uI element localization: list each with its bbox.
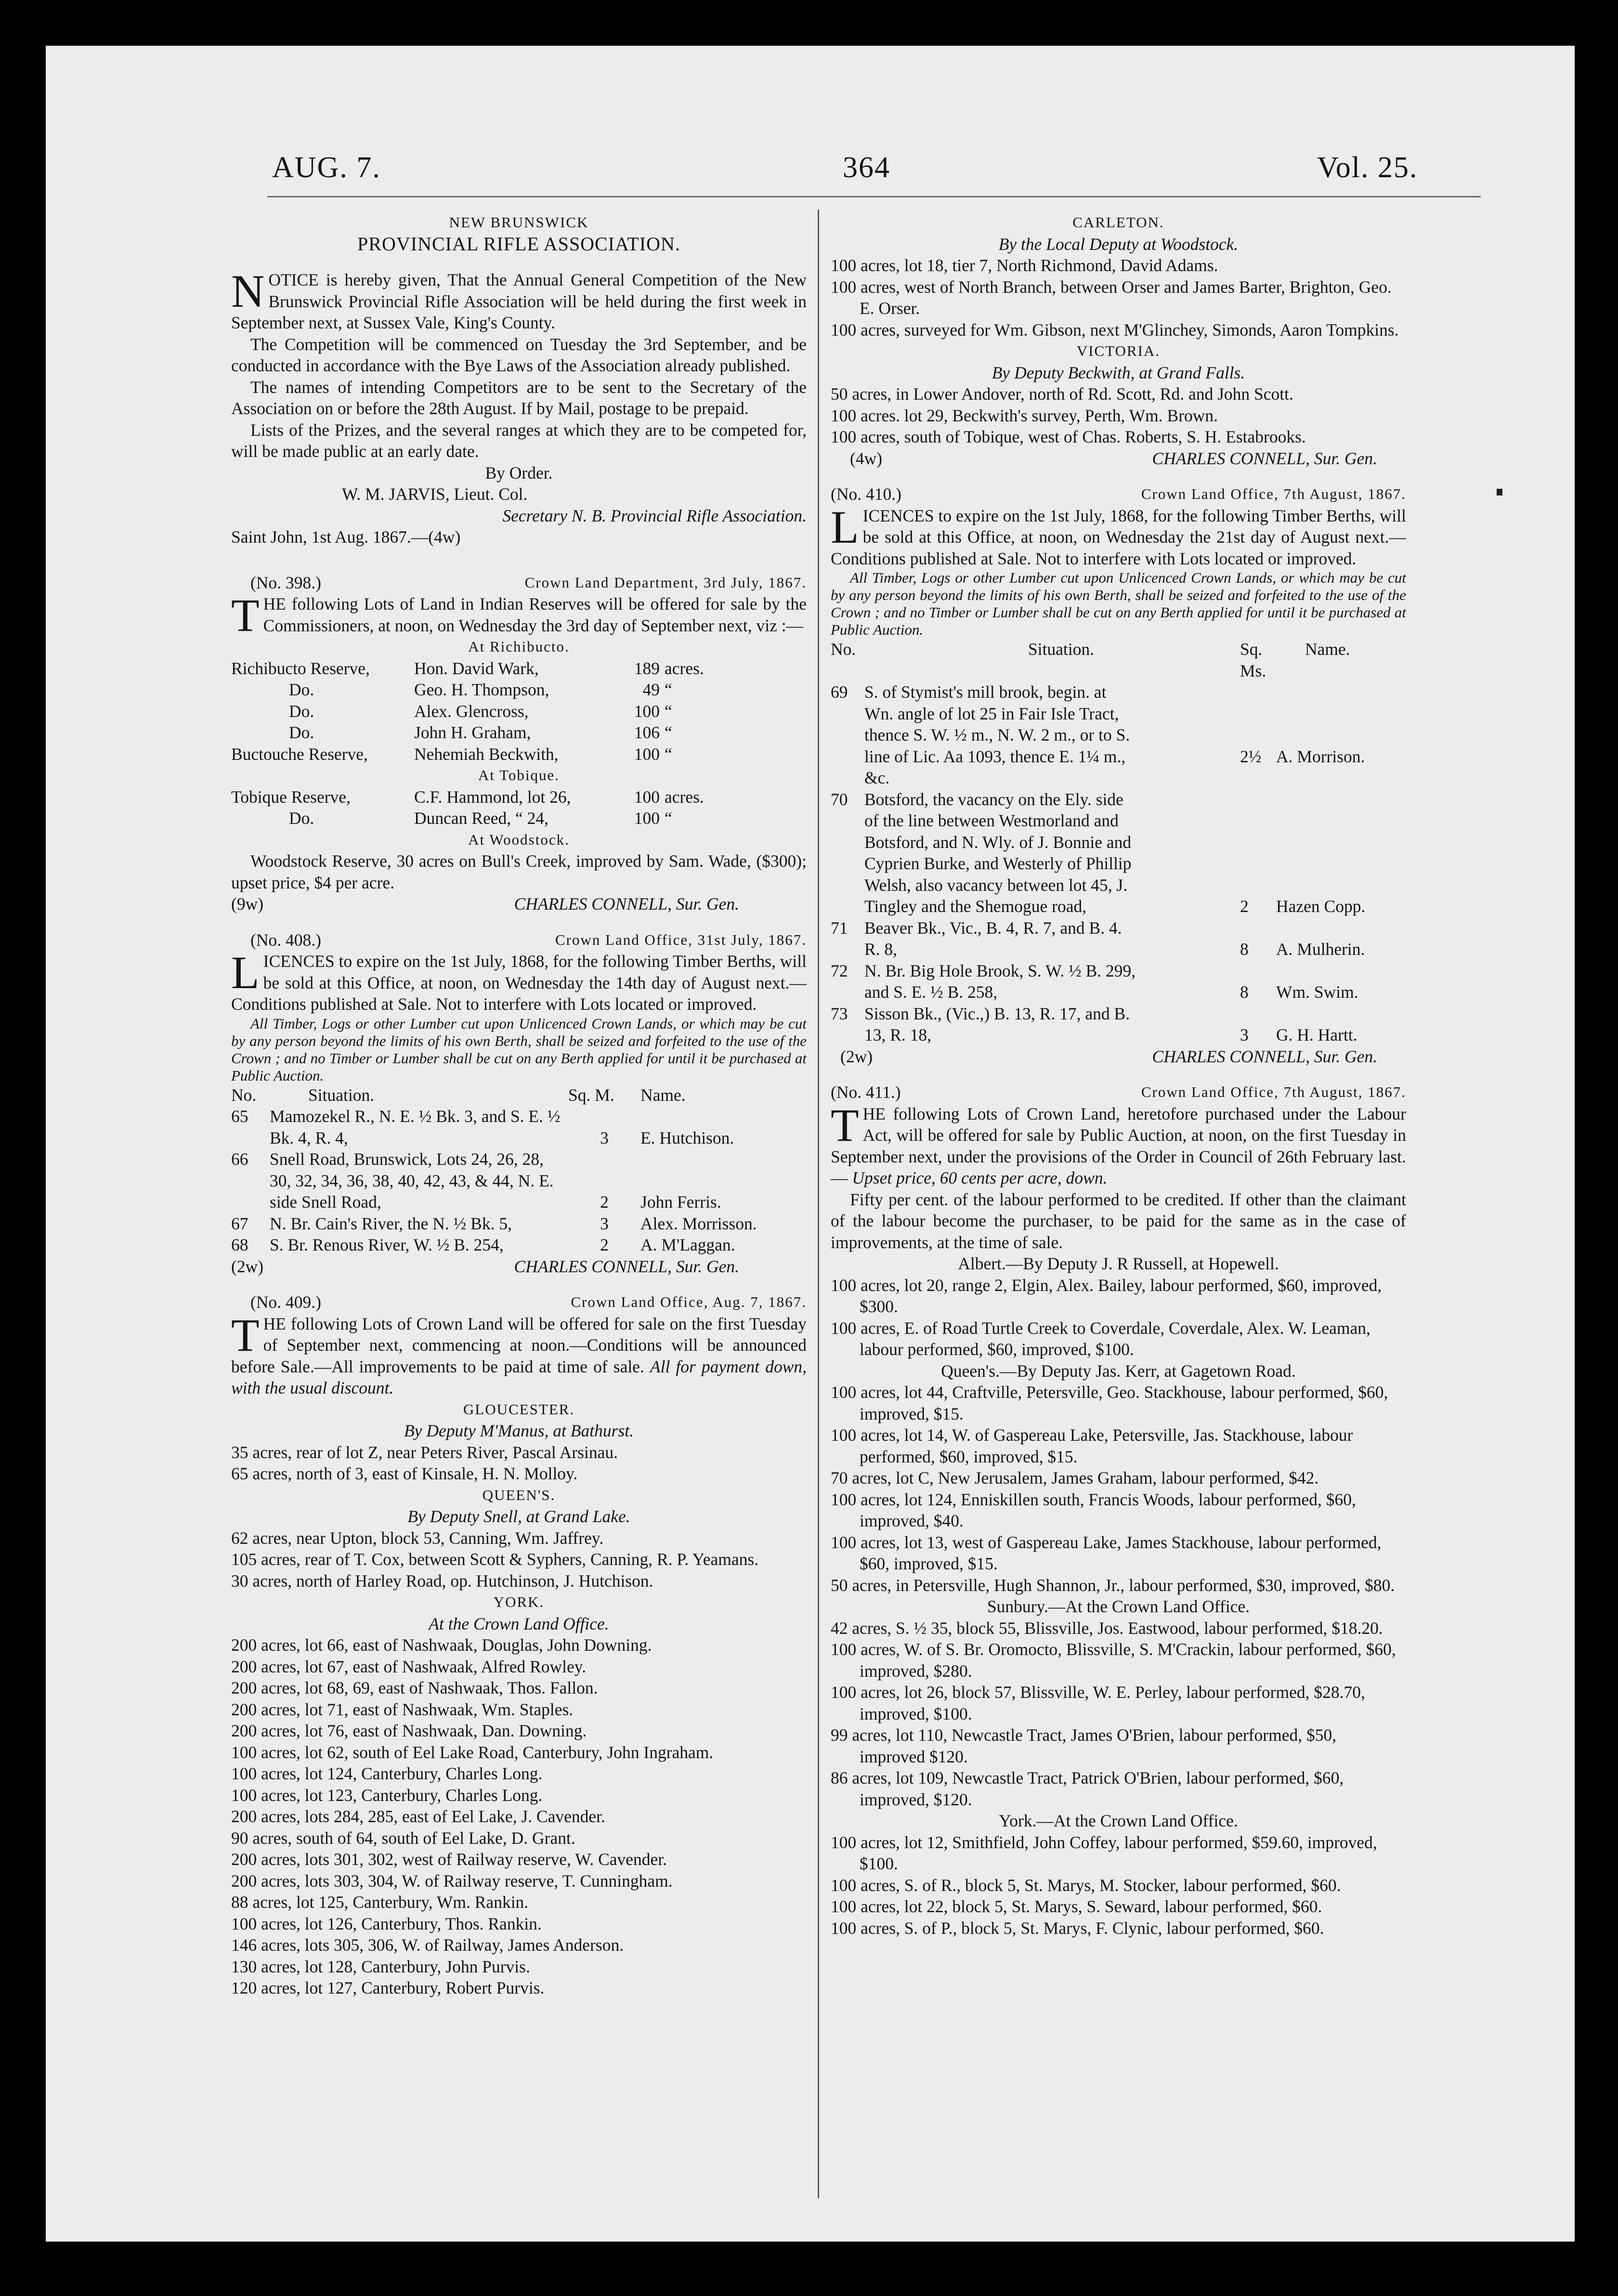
heading-victoria: VICTORIA. — [1076, 342, 1161, 359]
cell-text: Hon. David Wark, — [414, 658, 539, 678]
tobique-row — [231, 808, 807, 829]
cell-text: Name. — [1305, 639, 1350, 659]
cell-text: 100 — [634, 809, 660, 828]
notice-398 — [231, 572, 807, 915]
lot-entry: 100 acres, lot 20, range 2, Elgin, Alex. Bailey, labour performed, $60, improved, $300. — [831, 1275, 1382, 1316]
notice-408-office: Crown Land Office, 31st July, 1867. — [555, 931, 807, 948]
lot-entry: 100 acres, lot 13, west of Gaspereau Lake, James Stackhouse, labour performed, $60, improved, $15. — [831, 1532, 1382, 1573]
notice-408-number: (No. 408.) — [250, 930, 321, 950]
cell-text: Tobique Reserve, — [231, 787, 351, 807]
cell-text: 49 — [642, 680, 660, 699]
rifle-title-2: PROVINCIAL RIFLE ASSOCIATION. — [357, 233, 680, 255]
cell-text: Do. — [289, 680, 314, 699]
notice-409-dropcap: T — [231, 1309, 260, 1361]
notice-408-signature: CHARLES CONNELL, Sur. Gen. — [514, 1256, 739, 1276]
notice-410-code: (2w) — [840, 1046, 873, 1066]
richibucto-row — [231, 744, 807, 765]
lot-entry: 88 acres, lot 125, Canterbury, Wm. Rankin. — [231, 1892, 529, 1912]
heading-woodstock: At Woodstock. — [468, 831, 570, 848]
notice-398-intro: HE following Lots of Land in Indian Reserves will be offered for sale by the Commissioners, at noon, on Wednesday the 3rd day of September next, viz :— — [263, 594, 807, 635]
lot-entry: 100 acres, lot 14, W. of Gaspereau Lake, Petersville, Jas. Stackhouse, labour performed, $60, improved, $15. — [831, 1425, 1353, 1466]
notice-409-intro: HE following Lots of Crown Land will be offered for sale on the first Tuesday of September next, commencing at noon.—Conditions will be announced before Sale.—All improvements to be paid at time of sale. — [231, 1314, 807, 1376]
notice-410-number: (No. 410.) — [831, 484, 901, 504]
cell-text: A. Mulherin. — [1276, 939, 1365, 959]
cell-text: No. — [831, 639, 856, 659]
notice-410-office: Crown Land Office, 7th August, 1867. — [1141, 485, 1406, 502]
lot-entry: 100 acres. lot 29, Beckwith's survey, Perth, Wm. Brown. — [831, 405, 1218, 425]
header-rule — [267, 196, 1481, 197]
berth-row — [831, 789, 1406, 917]
cell-text: Mamozekel R., N. E. ½ Bk. 3, and S. E. ½ Bk. 4, R. 4, — [270, 1107, 561, 1148]
rifle-paragraph-4: Lists of the Prizes, and the several ranges at which they are to be competed for, will be made public at an early date. — [231, 420, 807, 461]
notice-409-office: Crown Land Office, Aug. 7, 1867. — [571, 1293, 807, 1310]
lot-entry: 200 acres, lots 301, 302, west of Railway reserve, W. Cavender. — [231, 1850, 667, 1869]
cell-text: Buctouche Reserve, — [231, 744, 368, 764]
woodstock-text: Woodstock Reserve, 30 acres on Bull's Creek, improved by Sam. Wade, ($300); upset price, $4 per acre. — [231, 851, 807, 892]
lot-entry: 65 acres, north of 3, east of Kinsale, H. N. Molloy. — [231, 1464, 578, 1483]
deputy-carleton: By the Local Deputy at Woodstock. — [998, 234, 1239, 254]
lot-entry: 105 acres, rear of T. Cox, between Scott & Syphers, Canning, R. P. Yeamans. — [231, 1550, 759, 1569]
victoria-section — [831, 340, 1406, 469]
cell-text: Hazen Copp. — [1276, 897, 1366, 916]
notice-408 — [231, 929, 807, 1278]
deputy-gloucester: By Deputy M'Manus, at Bathurst. — [404, 1421, 634, 1440]
cell-text: 66 — [231, 1149, 248, 1169]
notice-408-columns — [231, 1084, 807, 1106]
cell-text: 68 — [231, 1235, 248, 1254]
cell-text: Do. — [289, 809, 314, 828]
heading-queens-411: Queen's.—By Deputy Jas. Kerr, at Gagetown Road. — [941, 1361, 1296, 1381]
berth-row — [831, 681, 1406, 789]
page-number: 364 — [843, 151, 890, 184]
cell-text: A. M'Laggan. — [640, 1235, 735, 1254]
cell-text: Botsford, the vacancy on the Ely. side of the line between Westmorland and Botsford, and N. Wly. of J. Bonnie and Cyprien Burke, and Westerly of Phillip Welsh, also vacancy between lot 45, J. Tingley and the Shemogue road, — [864, 789, 1132, 916]
lot-entry: 50 acres, in Petersville, Hugh Shannon, Jr., labour performed, $30, improved, $80. — [831, 1575, 1395, 1595]
lot-entry: 100 acres, west of North Branch, between Orser and James Barter, Brighton, Geo. E. Orser. — [831, 277, 1392, 318]
cell-text: 100 — [634, 787, 660, 807]
cell-text: John H. Graham, — [414, 723, 531, 742]
richibucto-row — [231, 679, 807, 701]
lot-entry: 200 acres, lot 71, east of Nashwaak, Wm. Staples. — [231, 1699, 574, 1719]
heading-sunbury: Sunbury.—At the Crown Land Office. — [987, 1597, 1250, 1616]
notice-411-dropcap: T — [831, 1099, 859, 1151]
cell-text: “ — [665, 744, 672, 764]
cell-text: G. H. Hartt. — [1276, 1025, 1357, 1044]
cell-text: Geo. H. Thompson, — [414, 680, 549, 699]
lot-entry: 100 acres, lot 22, block 5, St. Marys, S. Seward, labour performed, $60. — [831, 1897, 1322, 1916]
rifle-signer-title: Secretary N. B. Provincial Rifle Association. — [502, 506, 807, 525]
lot-entry: 35 acres, rear of lot Z, near Peters River, Pascal Arsinau. — [231, 1442, 618, 1462]
notice-398-number: (No. 398.) — [250, 573, 321, 592]
heading-richibucto: At Richibucto. — [468, 638, 570, 655]
berth-row — [831, 917, 1406, 960]
rifle-dropcap: N — [231, 265, 265, 317]
cell-text: Nehemiah Beckwith, — [414, 744, 559, 764]
lot-entry: 100 acres, lot 124, Enniskillen south, Francis Woods, labour performed, $60, improved, $40. — [831, 1489, 1356, 1530]
lot-entry: 200 acres, lot 67, east of Nashwaak, Alfred Rowley. — [231, 1657, 587, 1676]
cell-text: 71 — [831, 918, 848, 938]
cell-text: 73 — [831, 1004, 848, 1023]
cell-text: 106 — [634, 723, 660, 742]
deputy-york: At the Crown Land Office. — [429, 1614, 609, 1633]
lot-entry: 100 acres, lot 26, block 57, Blissville, W. E. Perley, labour performed, $28.70, improved, $100. — [831, 1683, 1365, 1723]
cell-text: Beaver Bk., Vic., B. 4, R. 7, and B. 4. R. 8, — [864, 918, 1122, 959]
cell-text: 2½ — [1240, 747, 1262, 766]
lot-entry: 86 acres, lot 109, Newcastle Tract, Patrick O'Brien, labour performed, $60, improved, $120. — [831, 1768, 1344, 1809]
column-divider — [818, 209, 819, 2198]
cell-text: Sisson Bk., (Vic.,) B. 13, R. 17, and B. 13, R. 18, — [864, 1004, 1130, 1044]
notice-409-terms: All for payment down, with the usual discount. — [231, 1357, 807, 1397]
lot-entry: 100 acres, lot 12, Smithfield, John Coffey, labour performed, $59.60, improved, $100. — [831, 1832, 1377, 1873]
lot-entry: 100 acres, lot 18, tier 7, North Richmond, David Adams. — [831, 256, 1218, 275]
victoria-code: (4w) — [850, 448, 883, 468]
notice-410-dropcap: L — [831, 501, 859, 553]
rifle-paragraph-1: OTICE is hereby given, That the Annual General Competition of the New Brunswick Provincial Rifle Association will be held during the first week in September next, at Sussex Vale, King's County. — [231, 270, 807, 332]
carleton-section — [831, 212, 1406, 340]
cell-text: Situation. — [1028, 639, 1095, 659]
lot-entry: 100 acres, lot 62, south of Eel Lake Road, Canterbury, John Ingraham. — [231, 1742, 714, 1762]
berth-row — [831, 1003, 1406, 1046]
cell-text: 65 — [231, 1107, 248, 1126]
lot-entry: 100 acres, W. of S. Br. Oromocto, Blissville, S. M'Crackin, labour performed, $60, improved, $280. — [831, 1640, 1396, 1681]
cell-text: John Ferris. — [640, 1192, 721, 1212]
lot-entry: 100 acres, lot 123, Canterbury, Charles Long. — [231, 1785, 543, 1805]
cell-text: 67 — [231, 1213, 248, 1233]
notice-408-timber-warning: All Timber, Logs or other Lumber cut upon Unlicenced Crown Lands, or which may be cut by any person beyond the limits of his own Berth, shall be seized and forfeited to the use of the Crown ; and no Timber or Lumber shall be cut on any Berth applied for until it be purchased at Public Auction. — [231, 1015, 807, 1084]
cell-text: No. — [231, 1085, 257, 1105]
lot-entry: 42 acres, S. ½ 35, block 55, Blissville, Jos. Eastwood, labour performed, $18.20. — [831, 1618, 1383, 1638]
lot-entry: 100 acres, lot 124, Canterbury, Charles Long. — [231, 1764, 543, 1783]
lot-entry: 100 acres, south of Tobique, west of Chas. Roberts, S. H. Estabrooks. — [831, 427, 1306, 446]
deputy-victoria: By Deputy Beckwith, at Grand Falls. — [992, 363, 1245, 382]
cell-text: 2 — [600, 1192, 609, 1212]
heading-york-411: York.—At the Crown Land Office. — [999, 1811, 1238, 1830]
rifle-paragraph-3: The names of intending Competitors are to be sent to the Secretary of the Association on or before the 28th August. If by Mail, postage to be prepaid. — [231, 377, 807, 418]
notice-410-intro: ICENCES to expire on the 1st July, 1868, for the following Timber Berths, will be sold at this Office, at noon, on Wednesday the 21st day of August next.—Conditions published at Sale. Not to interfere with Lots located or improved. — [831, 506, 1406, 568]
lot-entry: 62 acres, near Upton, block 53, Canning, Wm. Jaffrey. — [231, 1528, 604, 1548]
berth-row — [231, 1213, 807, 1235]
notice-398-dropcap: T — [231, 589, 260, 641]
cell-text: C.F. Hammond, lot 26, — [414, 787, 571, 807]
lot-entry: 200 acres, lot 76, east of Nashwaak, Dan. Downing. — [231, 1721, 587, 1740]
lot-entry: 200 acres, lot 68, 69, east of Nashwaak, Thos. Fallon. — [231, 1678, 598, 1697]
notice-409 — [231, 1292, 807, 1999]
heading-queens: QUEEN'S. — [482, 1486, 556, 1503]
lot-entry: 200 acres, lots 284, 285, east of Eel Lake, J. Cavender. — [231, 1807, 605, 1826]
notice-398-office: Crown Land Department, 3rd July, 1867. — [524, 574, 807, 591]
cell-text: 3 — [1240, 1025, 1249, 1044]
notice-411-intro: HE following Lots of Crown Land, heretofore purchased under the Labour Act, will be offered for sale by Public Auction, at noon, on the first Tuesday in September next, under the provisions of the Order in Council of 26th February last.— — [831, 1104, 1406, 1187]
deputy-queens: By Deputy Snell, at Grand Lake. — [407, 1507, 630, 1526]
lot-entry: 146 acres, lots 305, 306, W. of Railway, James Anderson. — [231, 1935, 624, 1955]
cell-text: 8 — [1240, 939, 1249, 959]
lot-entry: 99 acres, lot 110, Newcastle Tract, James O'Brien, labour performed, $50, improved $120. — [831, 1725, 1337, 1766]
heading-york: YORK. — [493, 1593, 545, 1610]
cell-text: 69 — [831, 682, 848, 702]
cell-text: Name. — [640, 1085, 686, 1105]
cell-text: E. Hutchison. — [640, 1128, 734, 1148]
victoria-signature: CHARLES CONNELL, Sur. Gen. — [1152, 448, 1377, 468]
cell-text: Sq. M. — [568, 1085, 614, 1105]
cell-text: Do. — [289, 723, 314, 742]
richibucto-row — [231, 722, 807, 744]
cell-text: N. Br. Cain's River, the N. ½ Bk. 5, — [270, 1213, 512, 1233]
richibucto-row — [231, 658, 807, 679]
lot-entry: 100 acres, E. of Road Turtle Creek to Coverdale, Coverdale, Alex. W. Leaman, labour performed, $60, improved, $100. — [831, 1318, 1370, 1359]
cell-text: “ — [665, 723, 672, 742]
lot-entry: 100 acres, lot 126, Canterbury, Thos. Rankin. — [231, 1914, 542, 1933]
cell-text: 2 — [600, 1235, 609, 1254]
cell-text: S. of Stymist's mill brook, begin. at Wn. angle of lot 25 in Fair Isle Tract, thence S. W. ½ m., N. W. 2 m., or to S. line of Lic. Aa 1093, thence E. 1¼ m., &c. — [864, 682, 1130, 787]
lot-entry: 100 acres, S. of R., block 5, St. Marys, M. Stocker, labour performed, $60. — [831, 1875, 1341, 1895]
tobique-row — [231, 786, 807, 808]
notice-410-timber-warning: All Timber, Logs or other Lumber cut upon Unlicenced Crown Lands, or which may be cut by any person beyond the limits of his own Berth, shall be seized and forfeited to the use of the Crown ; and no Timber or Lumber shall be cut on any Berth applied for until it be purchased at Public Auction. — [831, 569, 1406, 638]
cell-text: A. Morrison. — [1276, 747, 1365, 766]
header-volume: Vol. 25. — [1317, 151, 1418, 184]
lot-entry: 200 acres, lot 66, east of Nashwaak, Douglas, John Downing. — [231, 1635, 652, 1655]
notice-411 — [831, 1082, 1406, 1939]
cell-text: 70 — [831, 789, 848, 809]
cell-text: 189 — [634, 658, 660, 678]
cell-text: acres. — [665, 658, 704, 678]
cell-text: N. Br. Big Hole Brook, S. W. ½ B. 299, and S. E. ½ B. 258, — [864, 961, 1136, 1002]
lot-entry: 200 acres, lots 303, 304, W. of Railway reserve, T. Cunningham. — [231, 1871, 673, 1891]
cell-text: 100 — [634, 744, 660, 764]
cell-text: Wm. Swim. — [1276, 982, 1358, 1002]
rifle-paragraph-2: The Competition will be commenced on Tuesday the 3rd September, and be conducted in accordance with the Bye Laws of the Association already published. — [231, 334, 807, 375]
lot-entry: 100 acres, S. of P., block 5, St. Marys, F. Clynic, labour performed, $60. — [831, 1918, 1324, 1938]
cell-text: 3 — [600, 1213, 609, 1233]
cell-text: Do. — [289, 701, 314, 721]
notice-398-signature: CHARLES CONNELL, Sur. Gen. — [514, 894, 739, 913]
ink-mark — [1497, 489, 1502, 496]
rifle-signer: W. M. JARVIS, Lieut. Col. — [342, 484, 528, 504]
newspaper-page — [46, 46, 1575, 2242]
notice-411-upset-price: Upset price, 60 cents per acre, down. — [852, 1168, 1108, 1187]
notice-408-intro: ICENCES to expire on the 1st July, 1868, for the following Timber Berths, will be sold at this Office, at noon, on Wednesday the 14th day of August next.—Conditions published at Sale. Not to interfere with Lots located or improved. — [231, 952, 807, 1014]
lot-entry: 100 acres, surveyed for Wm. Gibson, next M'Glinchey, Simonds, Aaron Tompkins. — [831, 320, 1399, 339]
notice-409-number: (No. 409.) — [250, 1292, 321, 1312]
heading-carleton: CARLETON. — [1072, 214, 1164, 231]
lot-entry: 30 acres, north of Harley Road, op. Hutchinson, J. Hutchison. — [231, 1571, 653, 1591]
cell-text: “ — [665, 680, 672, 699]
cell-text: 100 — [634, 701, 660, 721]
cell-text: “ — [665, 809, 672, 828]
cell-text: 3 — [600, 1128, 609, 1148]
notice-411-number: (No. 411.) — [831, 1083, 901, 1102]
notice-410-signature: CHARLES CONNELL, Sur. Gen. — [1152, 1046, 1377, 1066]
lot-entry: 90 acres, south of 64, south of Eel Lake, D. Grant. — [231, 1828, 575, 1848]
cell-text: “ — [665, 701, 672, 721]
lot-entry: 100 acres, lot 44, Craftville, Petersville, Geo. Stackhouse, labour performed, $60, improved, $15. — [831, 1383, 1388, 1423]
berth-row — [231, 1148, 807, 1213]
lot-entry: 130 acres, lot 128, Canterbury, John Purvis. — [231, 1957, 530, 1976]
rifle-notice — [231, 212, 807, 548]
cell-text: Snell Road, Brunswick, Lots 24, 26, 28, 30, 32, 34, 36, 38, 40, 42, 43, & 44, N. E. side Snell Road, — [270, 1149, 554, 1212]
lot-entry: 70 acres, lot C, New Jerusalem, James Graham, labour performed, $42. — [831, 1468, 1319, 1487]
heading-albert: Albert.—By Deputy J. R Russell, at Hopewell. — [958, 1254, 1279, 1273]
heading-tobique: At Tobique. — [478, 767, 560, 783]
heading-gloucester: GLOUCESTER. — [463, 1400, 575, 1418]
cell-text: 72 — [831, 961, 848, 980]
cell-text: acres. — [665, 787, 704, 807]
notice-411-office: Crown Land Office, 7th August, 1867. — [1141, 1083, 1406, 1100]
cell-text: Richibucto Reserve, — [231, 658, 370, 678]
cell-text: 2 — [1240, 897, 1249, 916]
rifle-title-1: NEW BRUNSWICK — [449, 214, 589, 231]
rifle-by-order: By Order. — [485, 463, 553, 483]
rifle-dateline: Saint John, 1st Aug. 1867.—(4w) — [231, 527, 461, 547]
notice-411-paragraph-2: Fifty per cent. of the labour performed to be credited. If other than the claimant of the labour become the purchaser, to be paid for the same as in the case of improvements, at the time of sale. — [831, 1189, 1406, 1252]
richibucto-row — [231, 701, 807, 722]
notice-408-dropcap: L — [231, 947, 260, 998]
berth-row — [231, 1234, 807, 1256]
notice-398-code: (9w) — [231, 894, 264, 913]
notice-410-columns — [831, 639, 1406, 681]
left-column — [231, 212, 807, 1999]
notice-408-code: (2w) — [231, 1256, 264, 1276]
right-column — [831, 212, 1406, 1939]
lot-entry: 120 acres, lot 127, Canterbury, Robert Purvis. — [231, 1978, 545, 1997]
cell-text: Sq. Ms. — [1240, 639, 1266, 680]
cell-text: S. Br. Renous River, W. ½ B. 254, — [270, 1235, 504, 1254]
cell-text: Duncan Reed, “ 24, — [414, 809, 548, 828]
cell-text: Alex. Morrisson. — [640, 1213, 757, 1233]
berth-row — [231, 1106, 807, 1148]
berth-row — [831, 960, 1406, 1003]
cell-text: 8 — [1240, 982, 1249, 1002]
cell-text: Situation. — [308, 1085, 375, 1105]
lot-entry: 50 acres, in Lower Andover, north of Rd. Scott, Rd. and John Scott. — [831, 384, 1293, 404]
cell-text: Alex. Glencross, — [414, 701, 529, 721]
header-date: AUG. 7. — [272, 151, 381, 184]
notice-410 — [831, 483, 1406, 1067]
